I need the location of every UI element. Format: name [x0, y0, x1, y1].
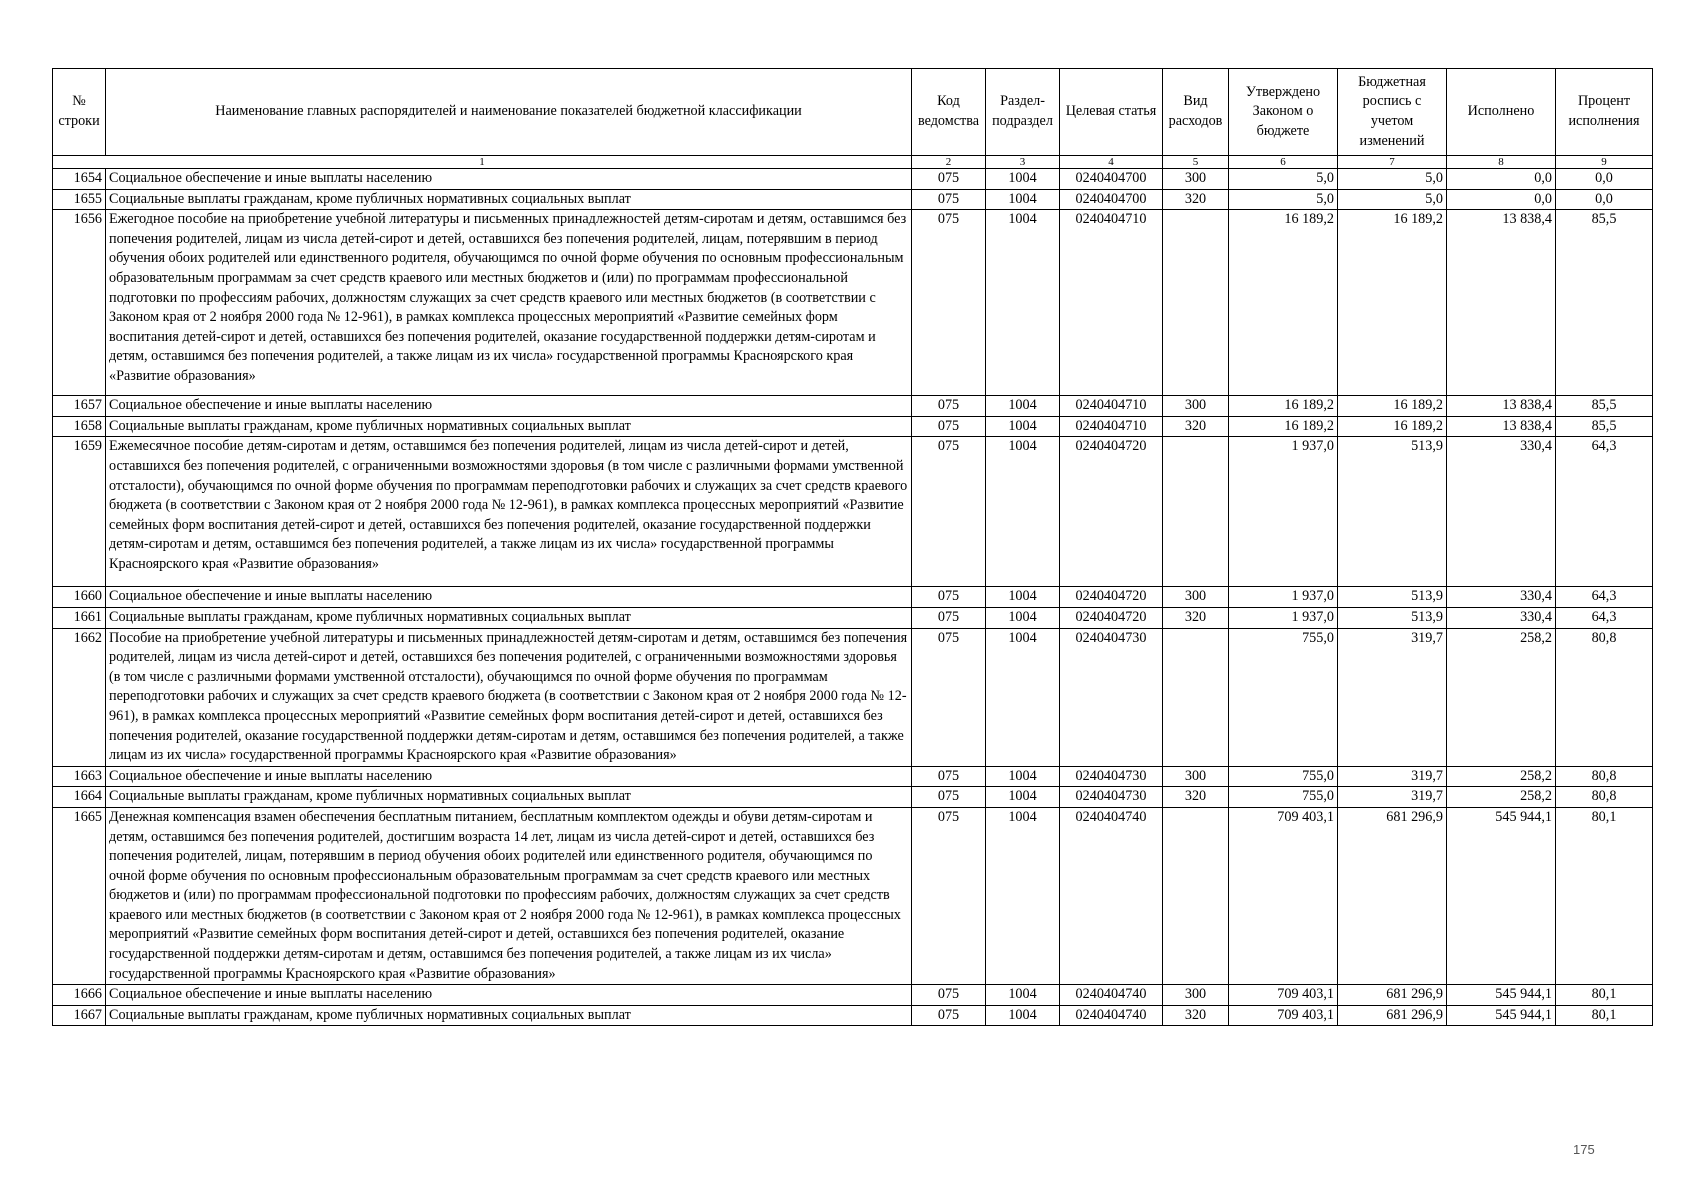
cell-expense-type: 320: [1163, 787, 1229, 808]
cell-expense-type: 300: [1163, 396, 1229, 417]
table-row: [53, 169, 1653, 190]
cell-section: 1004: [986, 766, 1060, 787]
cell-percent: 80,8: [1556, 766, 1653, 787]
cell-section: 1004: [986, 607, 1060, 628]
cell-row-no: 1662: [53, 628, 106, 766]
cell-target: 0240404720: [1060, 587, 1163, 608]
cell-expense-type: [1163, 210, 1229, 396]
column-number: 1: [53, 156, 912, 169]
cell-section: 1004: [986, 210, 1060, 396]
cell-name: Ежегодное пособие на приобретение учебной литературы и письменных принадлежностей детям-сиротам и детям, оставшимся без попечения родителей, лицам из числа детей-сирот и детей, оставшихся без попечения родителей, лицам, потерявшим в период обучения обоих родителей или единственного родителя, обучающимся по очной форме обучения по основным профессиональным образовательным программам за счет средств краевого или местных бюджетов и (или) по программам профессиональной подготовки по профессиям рабочих, должностям служащих за счет средств краевого или местных бюджетов (в соответствии с Законом края от 2 ноября 2000 года № 12-961), в рамках комплекса процессных мероприятий «Развитие семейных форм воспитания детей-сирот и детей, оставшихся без попечения родителей, оказание государственной поддержки детям-сиротам и детям, оставшимся без попечения родителей, а также лицам из их числа» государственной программы Красноярского края «Развитие образования»: [106, 210, 912, 396]
cell-expense-type: [1163, 437, 1229, 587]
cell-expense-type: 320: [1163, 416, 1229, 437]
cell-executed: 13 838,4: [1447, 210, 1556, 396]
header-name: Наименование главных распорядителей и наименование показателей бюджетной классификации: [106, 69, 912, 156]
table-row: [53, 189, 1653, 210]
cell-budget-list: 319,7: [1338, 766, 1447, 787]
cell-expense-type: 300: [1163, 766, 1229, 787]
cell-target: 0240404740: [1060, 807, 1163, 984]
cell-dept-code: 075: [912, 437, 986, 587]
cell-section: 1004: [986, 416, 1060, 437]
table-row: [53, 416, 1653, 437]
cell-executed: 0,0: [1447, 169, 1556, 190]
cell-dept-code: 075: [912, 189, 986, 210]
cell-section: 1004: [986, 1005, 1060, 1026]
cell-target: 0240404700: [1060, 189, 1163, 210]
cell-row-no: 1667: [53, 1005, 106, 1026]
cell-name: Социальные выплаты гражданам, кроме публичных нормативных социальных выплат: [106, 416, 912, 437]
cell-executed: 330,4: [1447, 437, 1556, 587]
cell-budget-list: 16 189,2: [1338, 416, 1447, 437]
cell-percent: 0,0: [1556, 189, 1653, 210]
cell-budget-list: 513,9: [1338, 437, 1447, 587]
header-percent: Процент исполнения: [1556, 69, 1653, 156]
cell-expense-type: 300: [1163, 587, 1229, 608]
cell-target: 0240404730: [1060, 787, 1163, 808]
cell-approved: 1 937,0: [1229, 437, 1338, 587]
cell-percent: 64,3: [1556, 607, 1653, 628]
cell-budget-list: 513,9: [1338, 587, 1447, 608]
cell-name: Социальные выплаты гражданам, кроме публичных нормативных социальных выплат: [106, 1005, 912, 1026]
cell-section: 1004: [986, 189, 1060, 210]
cell-dept-code: 075: [912, 985, 986, 1006]
cell-name: Социальное обеспечение и иные выплаты населению: [106, 587, 912, 608]
cell-approved: 755,0: [1229, 628, 1338, 766]
cell-expense-type: 300: [1163, 169, 1229, 190]
cell-row-no: 1659: [53, 437, 106, 587]
cell-target: 0240404730: [1060, 628, 1163, 766]
cell-dept-code: 075: [912, 396, 986, 417]
column-number: 4: [1060, 156, 1163, 169]
cell-budget-list: 16 189,2: [1338, 210, 1447, 396]
header-approved: Утверждено Законом о бюджете: [1229, 69, 1338, 156]
header-row-no: № строки: [53, 69, 106, 156]
cell-target: 0240404730: [1060, 766, 1163, 787]
cell-approved: 16 189,2: [1229, 416, 1338, 437]
cell-approved: 755,0: [1229, 787, 1338, 808]
cell-percent: 80,1: [1556, 807, 1653, 984]
table-row: [53, 628, 1653, 766]
cell-budget-list: 5,0: [1338, 169, 1447, 190]
column-number: 9: [1556, 156, 1653, 169]
cell-name: Социальное обеспечение и иные выплаты населению: [106, 169, 912, 190]
cell-executed: 545 944,1: [1447, 1005, 1556, 1026]
cell-dept-code: 075: [912, 787, 986, 808]
cell-approved: 5,0: [1229, 169, 1338, 190]
cell-name: Денежная компенсация взамен обеспечения бесплатным питанием, бесплатным комплектом одежды и обуви детям-сиротам и детям, оставшимся без попечения родителей, достигшим возраста 14 лет, лицам из числа детей-сирот и детей, оставшихся без попечения родителей, лицам, потерявшим в период обучения обоих родителей или единственного родителя, обучающимся по очной форме обучения по основным профессиональным образовательным программам за счет средств краевого или местных бюджетов и (или) по программам профессиональной подготовки по профессиям рабочих, должностям служащих за счет средств краевого или местных бюджетов (в соответствии с Законом края от 2 ноября 2000 года № 12-961), в рамках комплекса процессных мероприятий «Развитие семейных форм воспитания детей-сирот и детей, оставшихся без попечения родителей, оказание государственной поддержки детям-сиротам и детям, оставшимся без попечения родителей, а также лицам из их числа» государственной программы Красноярского края «Развитие образования»: [106, 807, 912, 984]
header-executed: Исполнено: [1447, 69, 1556, 156]
cell-approved: 5,0: [1229, 189, 1338, 210]
header-dept-code: Код ведомства: [912, 69, 986, 156]
cell-executed: 13 838,4: [1447, 396, 1556, 417]
table-row: [53, 766, 1653, 787]
cell-row-no: 1661: [53, 607, 106, 628]
cell-approved: 1 937,0: [1229, 587, 1338, 608]
cell-approved: 709 403,1: [1229, 807, 1338, 984]
column-number: 8: [1447, 156, 1556, 169]
cell-dept-code: 075: [912, 169, 986, 190]
cell-name: Социальные выплаты гражданам, кроме публичных нормативных социальных выплат: [106, 189, 912, 210]
cell-approved: 709 403,1: [1229, 1005, 1338, 1026]
cell-budget-list: 681 296,9: [1338, 807, 1447, 984]
table-row: [53, 1005, 1653, 1026]
cell-dept-code: 075: [912, 607, 986, 628]
cell-budget-list: 513,9: [1338, 607, 1447, 628]
cell-row-no: 1657: [53, 396, 106, 417]
cell-budget-list: 319,7: [1338, 628, 1447, 766]
cell-row-no: 1664: [53, 787, 106, 808]
table-row: [53, 807, 1653, 984]
column-number: 5: [1163, 156, 1229, 169]
cell-executed: 258,2: [1447, 787, 1556, 808]
table-row: [53, 210, 1653, 396]
column-number: 3: [986, 156, 1060, 169]
cell-approved: 1 937,0: [1229, 607, 1338, 628]
table-body: [53, 169, 1653, 1026]
cell-executed: 258,2: [1447, 628, 1556, 766]
cell-row-no: 1656: [53, 210, 106, 396]
cell-row-no: 1660: [53, 587, 106, 608]
cell-dept-code: 075: [912, 1005, 986, 1026]
cell-executed: 0,0: [1447, 189, 1556, 210]
cell-target: 0240404710: [1060, 210, 1163, 396]
cell-percent: 80,1: [1556, 985, 1653, 1006]
header-expense-type: Вид расходов: [1163, 69, 1229, 156]
cell-executed: 13 838,4: [1447, 416, 1556, 437]
cell-name: Ежемесячное пособие детям-сиротам и детям, оставшимся без попечения родителей, лицам из числа детей-сирот и детей, оставшихся без попечения родителей, с ограниченными возможностями здоровья (в том числе с различными формами умственной отсталости), обучающимся по очной форме обучения по программам переподготовки рабочих и служащих за счет средств краевого бюджета (в соответствии с Законом края от 2 ноября 2000 года № 12-961), в рамках комплекса процессных мероприятий «Развитие семейных форм воспитания детей-сирот и детей, оставшихся без попечения родителей, оказание государственной поддержки детям-сиротам и детям, оставшимся без попечения родителей, а также лицам из их числа» государственной программы Красноярского края «Развитие образования»: [106, 437, 912, 587]
cell-percent: 85,5: [1556, 210, 1653, 396]
cell-percent: 80,8: [1556, 628, 1653, 766]
header-budget-list: Бюджетная роспись с учетом изменений: [1338, 69, 1447, 156]
cell-target: 0240404700: [1060, 169, 1163, 190]
cell-section: 1004: [986, 807, 1060, 984]
table-row: [53, 396, 1653, 417]
table-row: [53, 437, 1653, 587]
cell-target: 0240404740: [1060, 1005, 1163, 1026]
cell-row-no: 1666: [53, 985, 106, 1006]
page-number: 175: [1573, 1142, 1595, 1157]
cell-expense-type: 320: [1163, 189, 1229, 210]
cell-row-no: 1658: [53, 416, 106, 437]
cell-dept-code: 075: [912, 587, 986, 608]
cell-approved: 16 189,2: [1229, 210, 1338, 396]
cell-section: 1004: [986, 985, 1060, 1006]
cell-expense-type: [1163, 807, 1229, 984]
column-number: 2: [912, 156, 986, 169]
cell-approved: 755,0: [1229, 766, 1338, 787]
cell-section: 1004: [986, 396, 1060, 417]
cell-dept-code: 075: [912, 766, 986, 787]
cell-dept-code: 075: [912, 210, 986, 396]
cell-dept-code: 075: [912, 807, 986, 984]
table-row: [53, 607, 1653, 628]
cell-budget-list: 681 296,9: [1338, 985, 1447, 1006]
cell-target: 0240404720: [1060, 437, 1163, 587]
cell-percent: 80,1: [1556, 1005, 1653, 1026]
cell-budget-list: 681 296,9: [1338, 1005, 1447, 1026]
cell-name: Пособие на приобретение учебной литературы и письменных принадлежностей детям-сиротам и детям, оставшимся без попечения родителей, лицам из числа детей-сирот и детей, оставшихся без попечения родителей, с ограниченными возможностями здоровья (в том числе с различными формами умственной отсталости), обучающимся по очной форме обучения по программам переподготовки рабочих и служащих за счет средств краевого бюджета (в соответствии с Законом края от 2 ноября 2000 года № 12-961), в рамках комплекса процессных мероприятий «Развитие семейных форм воспитания детей-сирот и детей, оставшихся без попечения родителей, оказание государственной поддержки детям-сиротам и детям, оставшимся без попечения родителей, а также лицам из их числа» государственной программы Красноярского края «Развитие образования»: [106, 628, 912, 766]
cell-name: Социальное обеспечение и иные выплаты населению: [106, 985, 912, 1006]
cell-percent: 80,8: [1556, 787, 1653, 808]
cell-percent: 85,5: [1556, 416, 1653, 437]
cell-percent: 0,0: [1556, 169, 1653, 190]
cell-percent: 64,3: [1556, 437, 1653, 587]
column-number: 7: [1338, 156, 1447, 169]
cell-target: 0240404720: [1060, 607, 1163, 628]
cell-row-no: 1663: [53, 766, 106, 787]
cell-target: 0240404740: [1060, 985, 1163, 1006]
cell-dept-code: 075: [912, 416, 986, 437]
cell-row-no: 1665: [53, 807, 106, 984]
cell-budget-list: 16 189,2: [1338, 396, 1447, 417]
table-header-row: [53, 69, 1653, 156]
cell-executed: 330,4: [1447, 587, 1556, 608]
cell-row-no: 1655: [53, 189, 106, 210]
header-section: Раздел-подраздел: [986, 69, 1060, 156]
cell-executed: 545 944,1: [1447, 985, 1556, 1006]
cell-name: Социальное обеспечение и иные выплаты населению: [106, 396, 912, 417]
cell-approved: 709 403,1: [1229, 985, 1338, 1006]
cell-budget-list: 319,7: [1338, 787, 1447, 808]
budget-table: [52, 68, 1653, 1026]
cell-section: 1004: [986, 628, 1060, 766]
cell-row-no: 1654: [53, 169, 106, 190]
cell-percent: 85,5: [1556, 396, 1653, 417]
cell-executed: 258,2: [1447, 766, 1556, 787]
cell-section: 1004: [986, 169, 1060, 190]
cell-approved: 16 189,2: [1229, 396, 1338, 417]
cell-executed: 330,4: [1447, 607, 1556, 628]
cell-expense-type: 320: [1163, 607, 1229, 628]
cell-expense-type: 300: [1163, 985, 1229, 1006]
cell-budget-list: 5,0: [1338, 189, 1447, 210]
cell-name: Социальное обеспечение и иные выплаты населению: [106, 766, 912, 787]
cell-section: 1004: [986, 587, 1060, 608]
column-number-row: [53, 156, 1653, 169]
table-row: [53, 787, 1653, 808]
table-row: [53, 587, 1653, 608]
cell-target: 0240404710: [1060, 396, 1163, 417]
cell-section: 1004: [986, 787, 1060, 808]
cell-target: 0240404710: [1060, 416, 1163, 437]
header-target: Целевая статья: [1060, 69, 1163, 156]
cell-name: Социальные выплаты гражданам, кроме публичных нормативных социальных выплат: [106, 787, 912, 808]
cell-dept-code: 075: [912, 628, 986, 766]
cell-percent: 64,3: [1556, 587, 1653, 608]
cell-expense-type: [1163, 628, 1229, 766]
cell-section: 1004: [986, 437, 1060, 587]
column-number: 6: [1229, 156, 1338, 169]
cell-expense-type: 320: [1163, 1005, 1229, 1026]
cell-executed: 545 944,1: [1447, 807, 1556, 984]
table-row: [53, 985, 1653, 1006]
cell-name: Социальные выплаты гражданам, кроме публичных нормативных социальных выплат: [106, 607, 912, 628]
